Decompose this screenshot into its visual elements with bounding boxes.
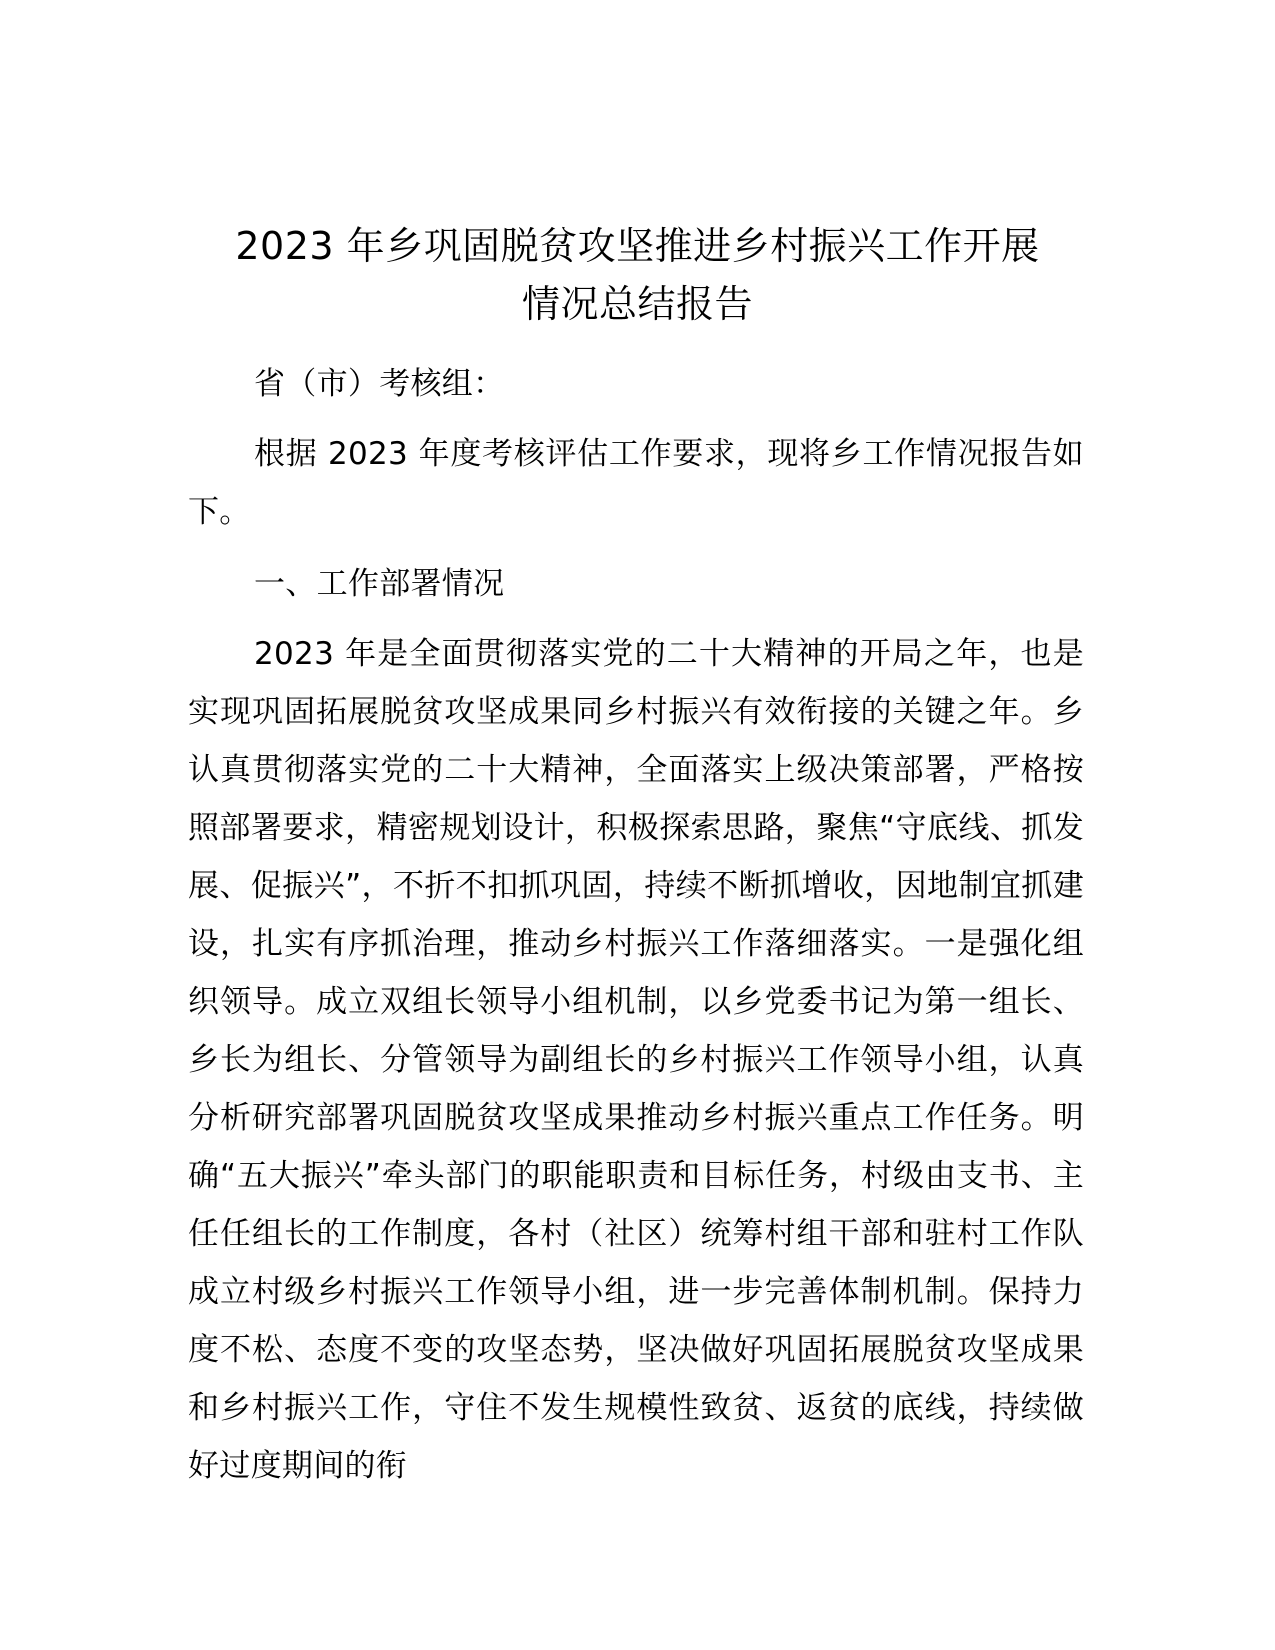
- document-title: [150, 217, 1125, 333]
- salutation: 省（市）考核组：: [254, 366, 505, 402]
- section-heading: 一、工作部署情况: [254, 566, 505, 602]
- intro-paragraph: 根据 2023 年度考核评估工作要求，现将乡工作情况报告如下。: [188, 436, 1084, 530]
- document-title-line-2: 情况总结报告: [521, 282, 753, 326]
- document-title-line-1: 2023 年乡巩固脱贫攻坚推进乡村振兴工作开展: [235, 224, 1040, 268]
- body-paragraph: 2023 年是全面贯彻落实党的二十大精神的开局之年，也是实现巩固拓展脱贫攻坚成果同乡村振兴有效衔接的关键之年。乡认真贯彻落实党的二十大精神，全面落实上级决策部署，严格按照部署要求，精密规划设计，积极探索思路，聚焦“守底线、抓发展、促振兴”，不折不扣抓巩固，持续不断抓增收，因地制宜抓建设，扎实有序抓治理，推动乡村振兴工作落细落实。一是强化组织领导。成立双组长领导小组机制，以乡党委书记为第一组长、乡长为组长、分管领导为副组长的乡村振兴工作领导小组，认真分析研究部署巩固脱贫攻坚成果推动乡村振兴重点工作任务。明确“五大振兴”牵头部门的职能职责和目标任务，村级由支书、主任任组长的工作制度，各村（社区）统筹村组干部和驻村工作队成立村级乡村振兴工作领导小组，进一步完善体制机制。保持力度不松、态度不变的攻坚态势，坚决做好巩固拓展脱贫攻坚成果和乡村振兴工作，守住不发生规模性致贫、返贫的底线，持续做好过度期间的衔: [188, 636, 1084, 1484]
